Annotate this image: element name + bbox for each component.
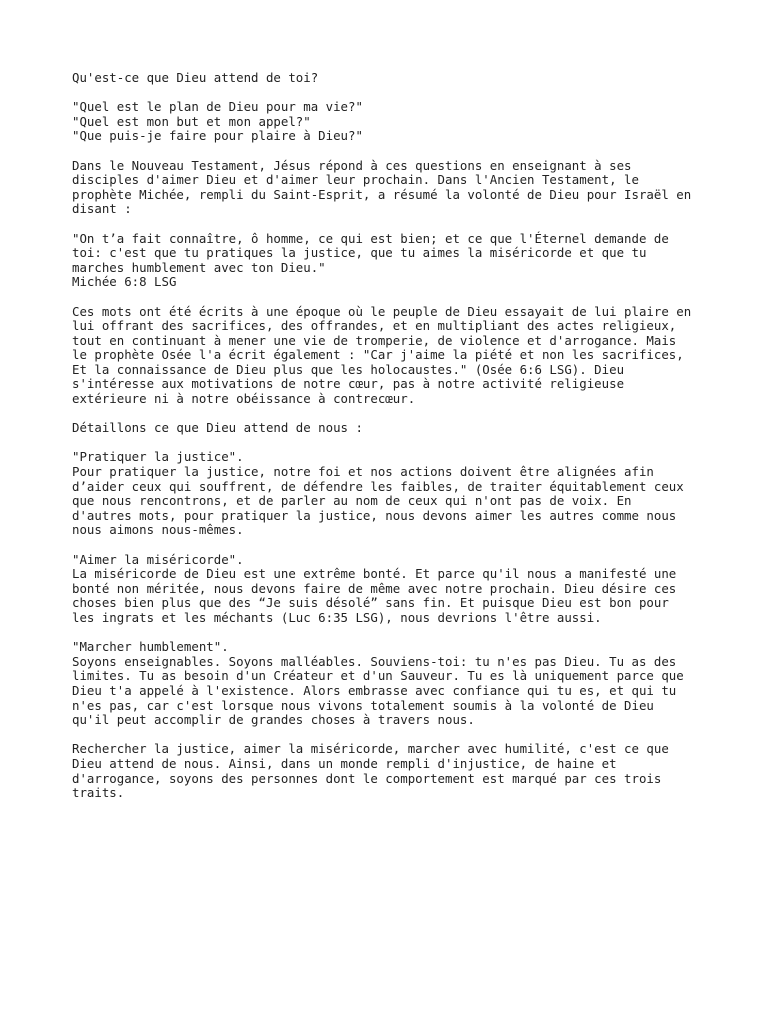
- details-intro: [72, 421, 712, 436]
- text-line: n'es pas, car c'est lorsque nous vivons totalement soumis à la volonté de Dieu: [72, 697, 654, 713]
- context-paragraph: [72, 305, 712, 407]
- text-line: limites. Tu as besoin d'un Créateur et d'un Sauveur. Tu es là uniquement parce que: [72, 668, 684, 684]
- text-line: extérieure ni à notre obéissance à contrecœur.: [72, 391, 416, 407]
- text-line: tout en continuant à mener une vie de tromperie, de violence et d'arrogance. Mais: [72, 332, 677, 348]
- text-line: Pour pratiquer la justice, notre foi et nos actions doivent être alignées afin: [72, 464, 654, 480]
- text-line: lui offrant des sacrifices, des offrandes, et en multipliant des actes religieux,: [72, 318, 677, 334]
- text-line: Dieu attend de nous. Ainsi, dans un monde rempli d'injustice, de haine et: [72, 755, 617, 771]
- text-line: Détaillons ce que Dieu attend de nous :: [72, 420, 363, 436]
- text-line: Dans le Nouveau Testament, Jésus répond à ces questions en enseignant à ses: [72, 157, 632, 173]
- text-line: Rechercher la justice, aimer la miséricorde, marcher avec humilité, c'est ce que: [72, 741, 669, 757]
- question-list: [72, 100, 712, 144]
- text-line: "Quel est mon but et mon appel?": [72, 113, 311, 129]
- text-line: Et la connaissance de Dieu plus que les holocaustes." (Osée 6:6 LSG). Dieu: [72, 361, 625, 377]
- text-line: qu'il peut accomplir de grandes choses à travers nous.: [72, 712, 475, 728]
- text-line: s'intéresse aux motivations de notre cœur, pas à notre activité religieuse: [72, 376, 625, 392]
- text-line: d'autres mots, pour pratiquer la justice, nous devons aimer les autres comme nous: [72, 507, 677, 523]
- text-line: Michée 6:8 LSG: [72, 274, 177, 290]
- scripture-quote: [72, 232, 712, 290]
- text-line: disant :: [72, 201, 132, 217]
- text-line: Qu'est-ce que Dieu attend de toi?: [72, 70, 319, 85]
- intro-paragraph: [72, 159, 712, 217]
- text-line: le prophète Osée l'a écrit également : "Car j'aime la piété et non les sacrifices,: [72, 347, 684, 363]
- text-line: "Quel est le plan de Dieu pour ma vie?": [72, 99, 363, 115]
- text-line: Dieu t'a appelé à l'existence. Alors embrasse avec confiance qui tu es, et qui tu: [72, 682, 677, 698]
- text-line: nous aimons nous-mêmes.: [72, 522, 244, 538]
- text-line: les ingrats et les méchants (Luc 6:35 LSG), nous devrions l'être aussi.: [72, 609, 602, 625]
- text-line: bonté non méritée, nous devons faire de même avec notre prochain. Dieu désire ces: [72, 580, 677, 596]
- title-question: [72, 71, 712, 86]
- text-line: d’aider ceux qui souffrent, de défendre les faibles, de traiter équitablement ceux: [72, 478, 684, 494]
- text-line: choses bien plus que des “Je suis désolé” sans fin. Et puisque Dieu est bon pour: [72, 595, 669, 611]
- text-line: "Aimer la miséricorde".: [72, 551, 244, 567]
- text-line: "On t’a fait connaître, ô homme, ce qui est bien; et ce que l'Éternel demande de: [72, 230, 669, 246]
- text-line: Ces mots ont été écrits à une époque où le peuple de Dieu essayait de lui plaire en: [72, 303, 692, 319]
- text-line: que nous rencontrons, et de parler au nom de ceux qui n'ont pas de voix. En: [72, 493, 632, 509]
- text-line: "Que puis-je faire pour plaire à Dieu?": [72, 128, 363, 144]
- text-line: "Marcher humblement".: [72, 639, 229, 655]
- text-line: traits.: [72, 785, 125, 801]
- text-line: d'arrogance, soyons des personnes dont le comportement est marqué par ces trois: [72, 770, 662, 786]
- text-line: marches humblement avec ton Dieu.": [72, 259, 326, 275]
- text-line: La miséricorde de Dieu est une extrême bonté. Et parce qu'il nous a manifesté une: [72, 566, 677, 582]
- text-line: Soyons enseignables. Soyons malléables. Souviens-toi: tu n'es pas Dieu. Tu as des: [72, 653, 677, 669]
- section-humility: [72, 640, 712, 728]
- conclusion-paragraph: [72, 742, 712, 800]
- text-line: prophète Michée, rempli du Saint-Esprit, a résumé la volonté de Dieu pour Israël en: [72, 186, 692, 202]
- text-line: "Pratiquer la justice".: [72, 449, 244, 465]
- text-line: toi: c'est que tu pratiques la justice, que tu aimes la miséricorde et que tu: [72, 245, 647, 261]
- text-line: disciples d'aimer Dieu et d'aimer leur prochain. Dans l'Ancien Testament, le: [72, 172, 639, 188]
- section-justice: [72, 450, 712, 538]
- section-mercy: [72, 553, 712, 626]
- document-page: [72, 71, 712, 815]
